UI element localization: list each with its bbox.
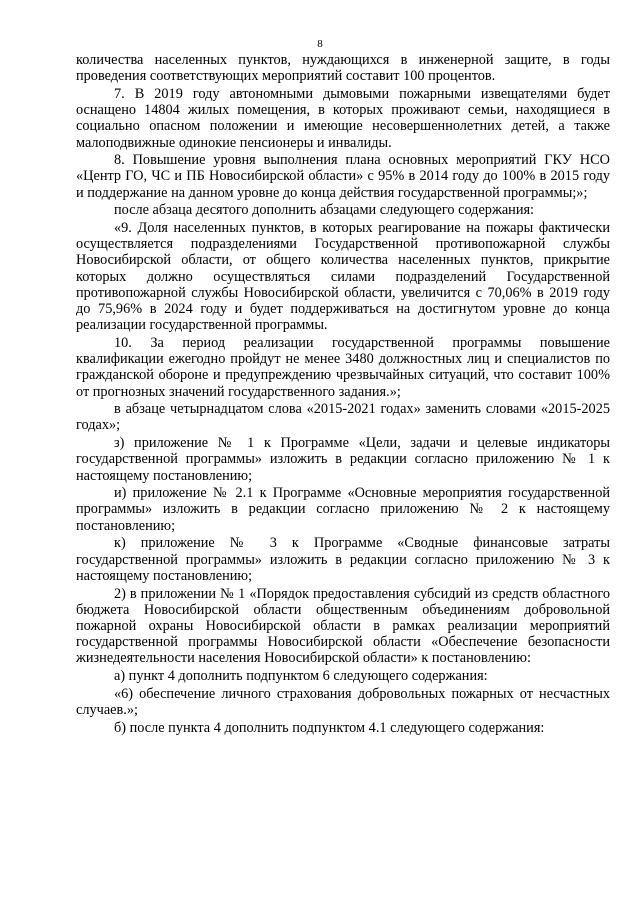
paragraph: 7. В 2019 году автономными дымовыми пожарными извещателями будет оснащено 14804 жилых помещения, в которых проживают семьи, находящиеся в социально опасном положении и имеющие несовершеннолетних детей, а также малоподвижные одинокие пенсионеры и инвалиды. [76, 85, 610, 151]
paragraph: и) приложение № 2.1 к Программе «Основные мероприятия государственной программы» изложить в редакции согласно приложению № 2 к настоящему постановлению; [76, 485, 610, 534]
paragraph: 10. За период реализации государственной программы повышение квалификации ежегодно пройдут не менее 3480 должностных лиц и специалистов по гражданской обороне и предупреждению чрезвычайных ситуаций, что составит 100% от прогнозных значений государственного задания.»; [76, 334, 610, 400]
paragraph: 8. Повышение уровня выполнения плана основных мероприятий ГКУ НСО «Центр ГО, ЧС и ПБ Новосибирской области» с 95% в 2014 году до 100% в 2015 году и поддержание на данном уровне до конца действия государственной программы;»; [76, 152, 610, 201]
paragraph: «6) обеспечение личного страхования добровольных пожарных от несчастных случаев.»; [76, 685, 610, 718]
paragraph: а) пункт 4 дополнить подпунктом 6 следующего содержания: [114, 668, 488, 685]
page-number: 8 [317, 38, 323, 50]
paragraph: количества населенных пунктов, нуждающихся в инженерной защите, в годы проведения соответствующих мероприятий составит 100 процентов. [76, 52, 610, 85]
paragraph: з) приложение № 1 к Программе «Цели, задачи и целевые индикаторы государственной программы» изложить в редакции согласно приложению № 1 к настоящему постановлению; [76, 435, 610, 484]
paragraph: 2) в приложении № 1 «Порядок предоставления субсидий из средств областного бюджета Новосибирской области общественным объединениям добровольной пожарной охраны Новосибирской области в рамках реализации мероприятий государственной программы Новосибирской области «Обеспечение безопасности жизнедеятельности населения Новосибирской области» к постановлению: [76, 585, 610, 667]
paragraph: после абзаца десятого дополнить абзацами следующего содержания: [114, 202, 535, 219]
paragraph: б) после пункта 4 дополнить подпунктом 4.1 следующего содержания: [114, 719, 545, 736]
paragraph: к) приложение № 3 к Программе «Сводные финансовые затраты государственной программы» изложить в редакции согласно приложению № 3 к настоящему постановлению; [76, 535, 610, 584]
document-body [76, 52, 610, 737]
paragraph: «9. Доля населенных пунктов, в которых реагирование на пожары фактически осуществляется подразделениями Государственной противопожарной службы Новосибирской области, от общего количества населенных пунктов, прикрытие которых должно осуществляться силами подразделений Государственной противопожарной службы Новосибирской области, увеличится с 70,06% в 2019 году до 75,96% в 2024 году и будет поддерживаться на достигнутом уровне до конца реализации государственной программы. [76, 220, 610, 334]
paragraph: в абзаце четырнадцатом слова «2015-2021 годах» заменить словами «2015-2025 годах»; [76, 401, 610, 434]
